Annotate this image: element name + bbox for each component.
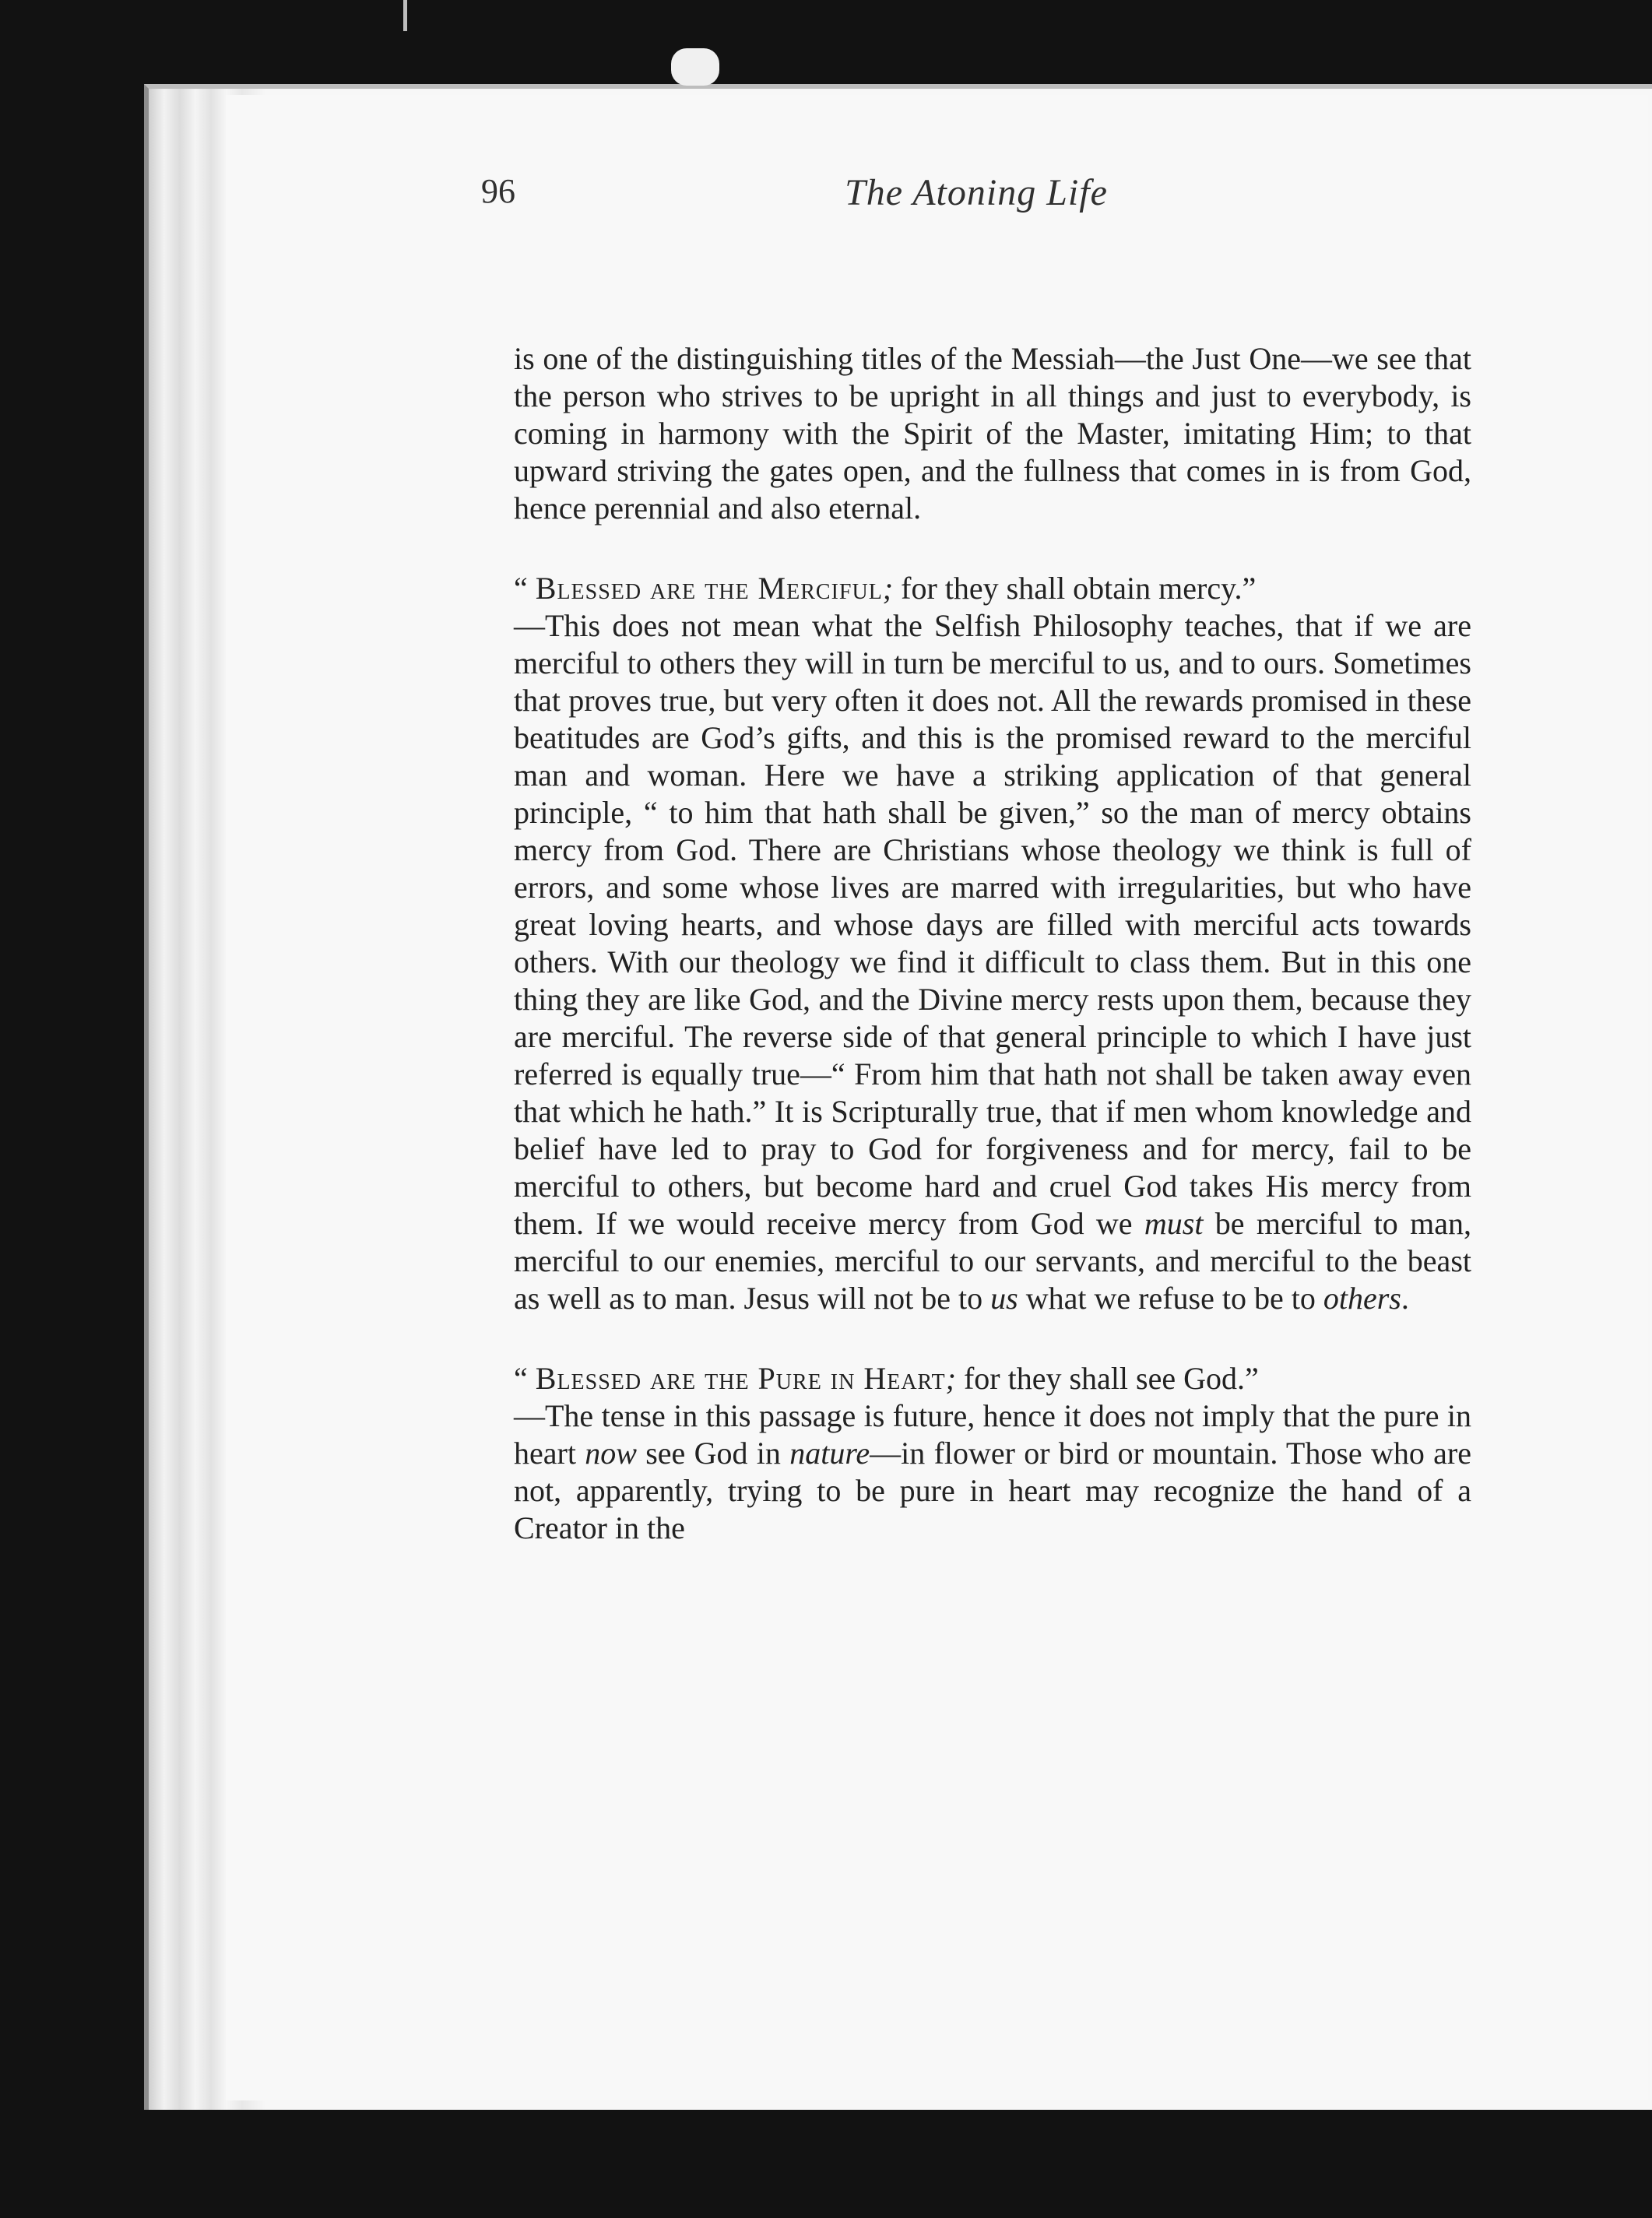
paragraph-1: is one of the distinguishing titles of the Messiah—the Just One—we see that the person who strives to be upright in all things and just to everybody, is coming in harmony with the Spirit of the Master, imitating Him; to that upward striving the gates open, and the fullness that comes in is from God, hence perennial and also eternal. bbox=[514, 341, 1471, 526]
paragraph-text: —This does not mean what the Selfish Philosophy teaches, that if we are merciful to others they will in turn be merciful to us, and to ours. Sometimes that proves true, but very often it does not. All the rewards promised in these beatitudes are God’s gifts, and this is the promised reward to the merciful man and woman. Here we have a striking application of that general principle, “ to him that hath shall be given,” so the man of mercy obtains mercy from God. There are Christians whose theology we think is full of errors, and some whose lives are marred with irregularities, but who have great loving hearts, and whose days are filled with merciful acts towards others. With our theology we find it difficult to class them. But in this one thing they are like God, and the Divine mercy rests upon them, because they are merciful. The reverse side of that general principle to which I have just referred is equally true—“ From him that hath not shall be taken away even that which he hath.” It is Scripturally true, that if men whom knowledge and belief have led to pray to God for forgiveness and for mercy, fail to be merciful to others, but become hard and cruel God takes His mercy from them. If we would receive mercy from God we bbox=[514, 608, 1471, 1241]
page-number: 96 bbox=[481, 172, 515, 210]
scan-mark bbox=[671, 48, 719, 86]
emphasis-now: now bbox=[585, 1436, 637, 1471]
paragraph-text: what we refuse to be to bbox=[1018, 1281, 1323, 1316]
quote-open: “ bbox=[514, 1361, 536, 1396]
paragraph-pure-in-heart bbox=[514, 1360, 1471, 1547]
running-header bbox=[481, 171, 1471, 237]
body-text bbox=[514, 340, 1471, 1590]
emphasis-us: us bbox=[990, 1281, 1018, 1316]
beatitude-heading-merciful: Blessed are the Merciful bbox=[535, 571, 883, 606]
beatitude-promise-merciful: for they shall obtain mercy.” bbox=[893, 571, 1257, 606]
heading-semicolon: ; bbox=[882, 571, 894, 606]
emphasis-others: others bbox=[1323, 1281, 1401, 1316]
emphasis-nature: nature bbox=[789, 1436, 870, 1471]
heading-semicolon: ; bbox=[945, 1361, 956, 1396]
paragraph-text: —The tense in this passage is future, hence it does not imply that the pure in heart bbox=[514, 1398, 1471, 1471]
beatitude-promise-pure: for they shall see God.” bbox=[955, 1361, 1259, 1396]
beatitude-heading-pure: Blessed are the Pure in Heart bbox=[535, 1361, 946, 1396]
quote-open: “ bbox=[514, 571, 536, 606]
running-title: The Atoning Life bbox=[845, 172, 1108, 213]
paragraph-text: see God in bbox=[636, 1436, 790, 1471]
paragraph-merciful bbox=[514, 570, 1471, 1317]
emphasis-must: must bbox=[1144, 1206, 1204, 1241]
paragraph-text: . bbox=[1401, 1281, 1409, 1316]
paragraph-text: —in flower or bird or mountain. Those who are not, apparently, trying to be pure in heart may recognize the hand of a Creator in the bbox=[514, 1436, 1471, 1545]
paragraph-text: be merciful to man, merciful to our enemies, merciful to our servants, and merciful to the beast as well as to man. Jesus will not be to bbox=[514, 1206, 1471, 1316]
scan-mark bbox=[403, 0, 407, 31]
